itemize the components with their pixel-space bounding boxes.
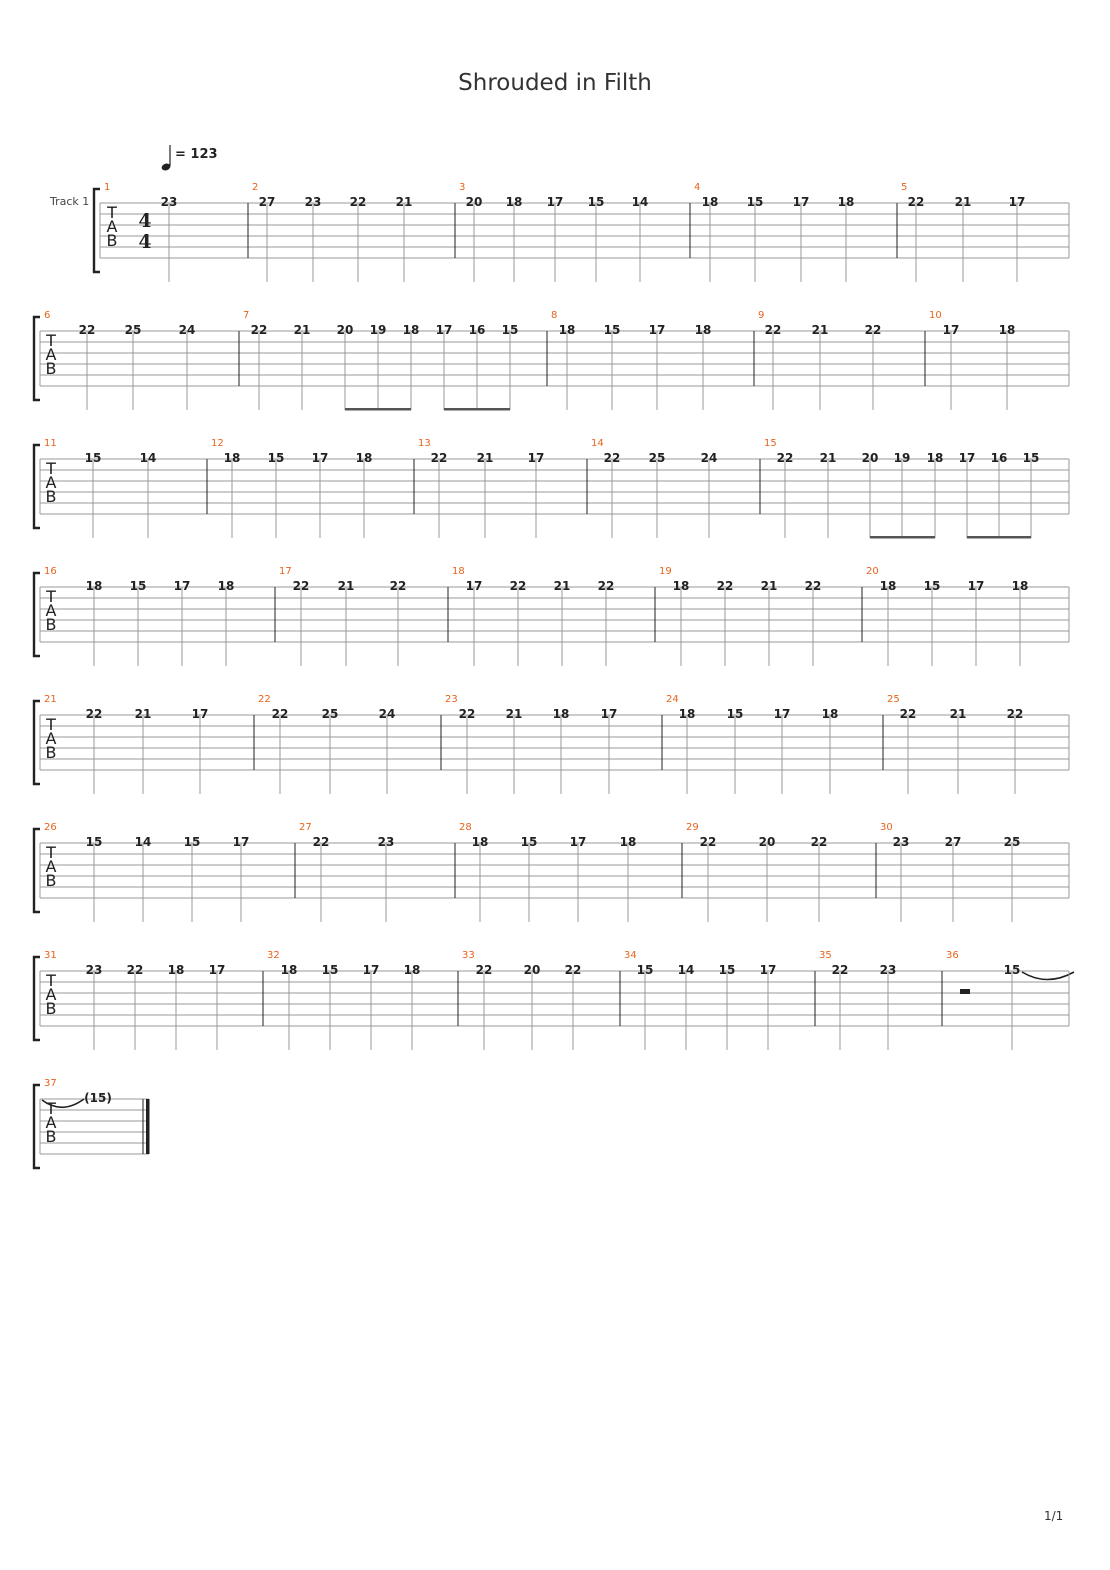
tab-clef-letter: A [45, 601, 57, 620]
measure-number: 25 [887, 694, 900, 705]
tab-clef-letter: B [45, 615, 57, 634]
fret-number: 18 [471, 835, 489, 849]
fret-number: 22 [810, 835, 828, 849]
fret-number: 15 [84, 451, 102, 465]
fret-number: 22 [458, 707, 476, 721]
fret-number: 14 [677, 963, 695, 977]
fret-number: 19 [893, 451, 911, 465]
tab-clef-letter: T [46, 587, 56, 606]
fret-number: 23 [160, 195, 178, 209]
fret-number: 21 [553, 579, 571, 593]
fret-number: 21 [949, 707, 967, 721]
measure-number: 34 [624, 950, 637, 961]
tab-clef-letter: A [45, 473, 57, 492]
fret-number: 22 [907, 195, 925, 209]
fret-number: 20 [523, 963, 541, 977]
fret-number: 23 [377, 835, 395, 849]
fret-number: 27 [258, 195, 276, 209]
fret-number: 15 [923, 579, 941, 593]
fret-number: 15 [129, 579, 147, 593]
final-barline-thick [146, 1099, 150, 1154]
fret-number: 15 [267, 451, 285, 465]
fret-number: 22 [776, 451, 794, 465]
fret-number: 25 [1003, 835, 1021, 849]
fret-number: 17 [208, 963, 226, 977]
fret-number: 22 [349, 195, 367, 209]
fret-number: 22 [430, 451, 448, 465]
fret-number: 21 [811, 323, 829, 337]
note-beam [870, 536, 935, 539]
fret-number: 17 [759, 963, 777, 977]
tab-clef-letter: B [45, 871, 57, 890]
measure-number: 26 [44, 822, 57, 833]
tab-clef-letter: T [46, 971, 56, 990]
fret-number: 24 [378, 707, 396, 721]
fret-number: 17 [1008, 195, 1026, 209]
measure-number: 1 [104, 182, 111, 193]
fret-number: 22 [389, 579, 407, 593]
fret-number: 16 [468, 323, 486, 337]
measure-number: 22 [258, 694, 271, 705]
tab-clef-letter: T [46, 459, 56, 478]
fret-number: 24 [178, 323, 196, 337]
measure-number: 6 [44, 310, 51, 321]
fret-number: 18 [672, 579, 690, 593]
tab-clef-letter: B [45, 1127, 57, 1146]
fret-number: 17 [773, 707, 791, 721]
measure-number: 13 [418, 438, 431, 449]
measure-number: 17 [279, 566, 292, 577]
measure-number: 7 [243, 310, 250, 321]
time-signature-bottom: 4 [138, 231, 152, 253]
fret-number: 17 [173, 579, 191, 593]
fret-number: 17 [569, 835, 587, 849]
page-number: 1/1 [1044, 1509, 1064, 1523]
measure-number: 37 [44, 1078, 57, 1089]
fret-number: 15 [726, 707, 744, 721]
fret-number: 17 [362, 963, 380, 977]
fret-number: 15 [520, 835, 538, 849]
fret-number: 15 [636, 963, 654, 977]
tab-clef-letter: B [45, 359, 57, 378]
fret-number: 21 [954, 195, 972, 209]
fret-number: 15 [183, 835, 201, 849]
fret-number: 21 [337, 579, 355, 593]
fret-number: 15 [587, 195, 605, 209]
track-name: Track 1 [50, 195, 90, 208]
fret-number: 23 [85, 963, 103, 977]
fret-number: 15 [603, 323, 621, 337]
measure-number: 2 [252, 182, 259, 193]
measure-number: 12 [211, 438, 224, 449]
fret-number: 18 [558, 323, 576, 337]
fret-number: 16 [990, 451, 1008, 465]
fret-number: 20 [861, 451, 879, 465]
tab-clef-letter: T [46, 1099, 56, 1118]
fret-number: 17 [792, 195, 810, 209]
fret-number: 20 [465, 195, 483, 209]
tab-clef-letter: A [45, 729, 57, 748]
measure-number: 23 [445, 694, 458, 705]
fret-number: 18 [619, 835, 637, 849]
fret-number: 21 [760, 579, 778, 593]
system-bracket [34, 317, 40, 400]
fret-number: 19 [369, 323, 387, 337]
system-bracket [94, 189, 100, 272]
tab-clef-letter: A [45, 1113, 57, 1132]
fret-number: 18 [505, 195, 523, 209]
fret-number: 21 [134, 707, 152, 721]
fret-number: 23 [304, 195, 322, 209]
fret-number: 21 [819, 451, 837, 465]
fret-number: 15 [321, 963, 339, 977]
half-rest-icon [960, 989, 970, 994]
note-beam [444, 408, 510, 411]
fret-number: 15 [1003, 963, 1021, 977]
fret-number: 27 [944, 835, 962, 849]
fret-number: 18 [85, 579, 103, 593]
measure-number: 21 [44, 694, 57, 705]
fret-number: 15 [85, 835, 103, 849]
tab-clef-letter: B [45, 999, 57, 1018]
fret-number: 17 [546, 195, 564, 209]
measure-number: 14 [591, 438, 604, 449]
measure-number: 4 [694, 182, 701, 193]
fret-number: 22 [250, 323, 268, 337]
fret-number: 22 [292, 579, 310, 593]
fret-number: 25 [124, 323, 142, 337]
song-title: Shrouded in Filth [458, 70, 652, 96]
tab-clef-letter: B [45, 487, 57, 506]
fret-number: 20 [336, 323, 354, 337]
fret-number: 17 [942, 323, 960, 337]
fret-number: 22 [716, 579, 734, 593]
fret-number: 18 [403, 963, 421, 977]
fret-number: 21 [505, 707, 523, 721]
fret-number: 15 [746, 195, 764, 209]
measure-number: 28 [459, 822, 472, 833]
measure-number: 36 [946, 950, 959, 961]
tab-clef-letter: A [45, 985, 57, 1004]
fret-number: 14 [134, 835, 152, 849]
fret-number: 22 [603, 451, 621, 465]
fret-number: 17 [527, 451, 545, 465]
fret-number: 22 [597, 579, 615, 593]
fret-number: 20 [758, 835, 776, 849]
fret-number: 22 [899, 707, 917, 721]
fret-number: 22 [564, 963, 582, 977]
system-bracket [34, 573, 40, 656]
fret-number: 17 [435, 323, 453, 337]
measure-number: 30 [880, 822, 893, 833]
note-beam [345, 408, 411, 411]
fret-number: 17 [958, 451, 976, 465]
measure-number: 20 [866, 566, 879, 577]
fret-number: 22 [864, 323, 882, 337]
fret-number: 22 [126, 963, 144, 977]
fret-number: 18 [167, 963, 185, 977]
fret-number: 22 [699, 835, 717, 849]
tie-curve [1022, 972, 1074, 980]
measure-number: 11 [44, 438, 57, 449]
fret-number: 22 [1006, 707, 1024, 721]
measure-number: 9 [758, 310, 765, 321]
fret-number: 17 [191, 707, 209, 721]
measure-number: 33 [462, 950, 475, 961]
fret-number: 18 [821, 707, 839, 721]
tab-clef-letter: T [107, 203, 117, 222]
fret-number: 17 [465, 579, 483, 593]
fret-number: 18 [926, 451, 944, 465]
fret-number: 18 [678, 707, 696, 721]
fret-number: 21 [293, 323, 311, 337]
fret-number: 18 [998, 323, 1016, 337]
fret-number: 24 [700, 451, 718, 465]
fret-number: 25 [648, 451, 666, 465]
measure-number: 5 [901, 182, 908, 193]
fret-number: 14 [631, 195, 649, 209]
system-bracket [34, 829, 40, 912]
fret-number: 22 [271, 707, 289, 721]
system-bracket [34, 1085, 40, 1168]
system-bracket [34, 701, 40, 784]
fret-number: 22 [475, 963, 493, 977]
fret-number: 22 [764, 323, 782, 337]
fret-number: 18 [701, 195, 719, 209]
fret-number: 23 [879, 963, 897, 977]
tempo-label: = 123 [175, 147, 218, 162]
note-beam [967, 536, 1031, 539]
measure-number: 15 [764, 438, 777, 449]
measure-number: 10 [929, 310, 942, 321]
measure-number: 29 [686, 822, 699, 833]
fret-number: 17 [232, 835, 250, 849]
tab-clef-letter: A [106, 217, 118, 236]
measure-number: 3 [459, 182, 466, 193]
fret-number: 18 [694, 323, 712, 337]
fret-number: 25 [321, 707, 339, 721]
fret-number: 22 [78, 323, 96, 337]
measure-number: 18 [452, 566, 465, 577]
fret-number: 15 [501, 323, 519, 337]
fret-number: 18 [217, 579, 235, 593]
fret-number: 17 [600, 707, 618, 721]
fret-number: 23 [892, 835, 910, 849]
fret-number: 22 [831, 963, 849, 977]
fret-number: 17 [311, 451, 329, 465]
tab-clef-letter: A [45, 345, 57, 364]
fret-number: 18 [280, 963, 298, 977]
fret-number: 21 [395, 195, 413, 209]
fret-number: 22 [85, 707, 103, 721]
fret-number: 22 [804, 579, 822, 593]
tab-clef-letter: B [45, 743, 57, 762]
fret-number: 18 [1011, 579, 1029, 593]
measure-number: 8 [551, 310, 558, 321]
tab-clef-letter: A [45, 857, 57, 876]
measure-number: 31 [44, 950, 57, 961]
fret-number: 17 [648, 323, 666, 337]
measure-number: 27 [299, 822, 312, 833]
measure-number: 19 [659, 566, 672, 577]
system-bracket [34, 957, 40, 1040]
tab-clef-letter: B [106, 231, 118, 250]
fret-number: 18 [837, 195, 855, 209]
fret-number: 18 [223, 451, 241, 465]
fret-number: 15 [1022, 451, 1040, 465]
fret-number: 14 [139, 451, 157, 465]
measure-number: 35 [819, 950, 832, 961]
tab-clef-letter: T [46, 843, 56, 862]
fret-number: 17 [967, 579, 985, 593]
tab-clef-letter: T [46, 331, 56, 350]
fret-number: 18 [879, 579, 897, 593]
fret-number: 18 [355, 451, 373, 465]
measure-number: 24 [666, 694, 679, 705]
measure-number: 32 [267, 950, 280, 961]
fret-number: (15) [84, 1091, 112, 1105]
fret-number: 22 [312, 835, 330, 849]
fret-number: 21 [476, 451, 494, 465]
fret-number: 15 [718, 963, 736, 977]
time-signature-top: 4 [138, 210, 152, 232]
measure-number: 16 [44, 566, 57, 577]
fret-number: 22 [509, 579, 527, 593]
fret-number: 18 [552, 707, 570, 721]
system-bracket [34, 445, 40, 528]
tab-clef-letter: T [46, 715, 56, 734]
fret-number: 18 [402, 323, 420, 337]
